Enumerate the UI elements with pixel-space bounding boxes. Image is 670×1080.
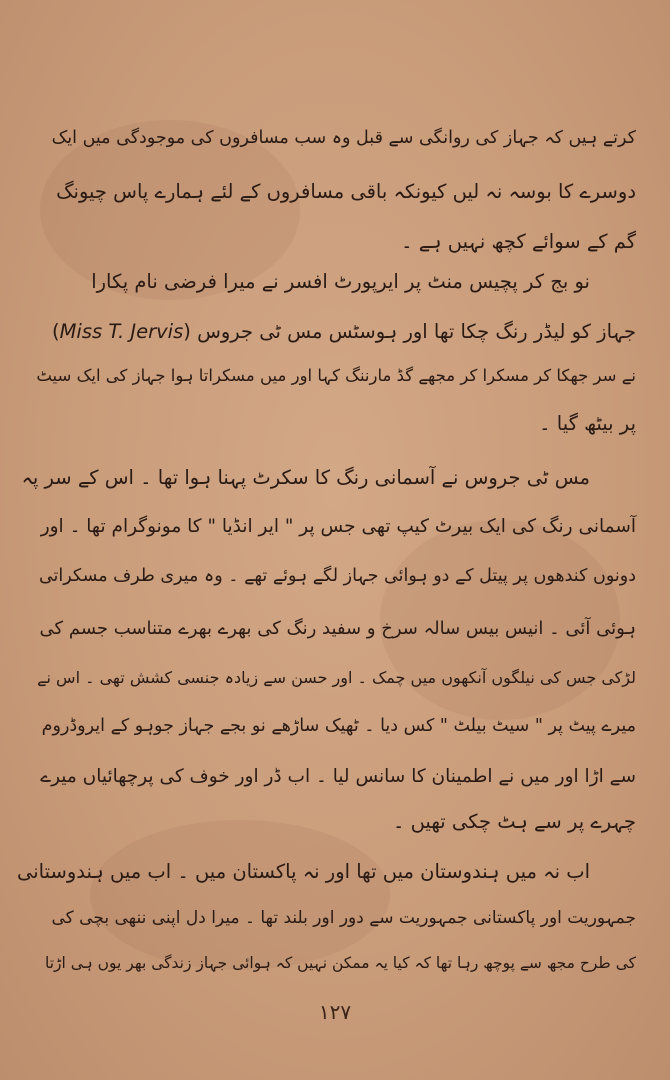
text-line: مس ٹی جروس نے آسمانی رنگ کا سکرٹ پہنا ہوا تھا ۔ اس کے سر پہ xyxy=(21,466,590,489)
text-line: چہرے پر سے ہٹ چکی تھیں ۔ xyxy=(392,810,636,833)
text-line: آسمانی رنگ کی ایک بیرٹ کیپ تھی جس پر " ایر انڈیا " کا مونوگرام تھا ۔ اور xyxy=(40,516,636,537)
text-fragment: جہاز کو لیڈر رنگ چکا تھا اور ہوسٹس مس ٹی جروس xyxy=(197,320,636,343)
page-number: ۱۲۷ xyxy=(318,1000,352,1024)
text-line: لڑکی جس کی نیلگوں آنکھوں میں چمک ۔ اور حسن سے زیادہ جنسی کشش تھی ۔ اس نے xyxy=(37,668,636,687)
text-line: جمہوریت اور پاکستانی جمہوریت سے دور اور بلند تھا ۔ میرا دل اپنی ننھی بچی کی xyxy=(51,908,636,928)
text-line: کی طرح مجھ سے پوچھ رہا تھا کہ کیا یہ ممکن نہیں کہ ہوائی جہاز زندگی بھر یوں ہی اڑتا xyxy=(44,954,636,972)
text-line: کرتے ہیں کہ جہاز کی روانگی سے قبل وہ سب مسافروں کی موجودگی میں ایک xyxy=(51,128,636,148)
text-line xyxy=(52,322,636,342)
text-line: گم کے سوائے کچھ نہیں ہے ۔ xyxy=(401,230,636,253)
text-line: پر بیٹھ گیا ۔ xyxy=(539,412,636,435)
text-line: ہوئی آئی ۔ انیس بیس سالہ سرخ و سفید رنگ کی بھرے بھرے متناسب جسم کی xyxy=(39,618,636,639)
text-line: دوسرے کا بوسہ نہ لیں کیونکہ باقی مسافروں کے لئے ہمارے پاس چیونگ xyxy=(56,180,636,203)
text-line: نے سر جھکا کر مسکرا کر مجھے گڈ مارننگ کہا اور میں مسکراتا ہوا جہاز کی ایک سیٹ xyxy=(36,366,636,385)
text-line: میرے پیٹ پر " سیٹ بیلٹ " کس دیا ۔ ٹھیک ساڑھے نو بجے جہاز جوہو کے ایروڈروم xyxy=(41,716,636,736)
text-line: نو بج کر پچیس منٹ پر ایرپورٹ افسر نے میرا فرضی نام پکارا xyxy=(91,270,590,293)
latin-name: (Miss T. Jervis) xyxy=(52,320,191,343)
paper-stain xyxy=(90,820,390,970)
text-line: اب نہ میں ہندوستان میں تھا اور نہ پاکستان میں ۔ اب میں ہندوستانی xyxy=(16,860,590,883)
text-line: دونوں کندھوں پر پیتل کے دو ہوائی جہاز لگے ہوئے تھے ۔ وہ میری طرف مسکراتی xyxy=(38,566,636,586)
text-line: سے اڑا اور میں نے اطمینان کا سانس لیا ۔ اب ڈر اور خوف کی پرچھائیاں میرے xyxy=(40,766,636,787)
